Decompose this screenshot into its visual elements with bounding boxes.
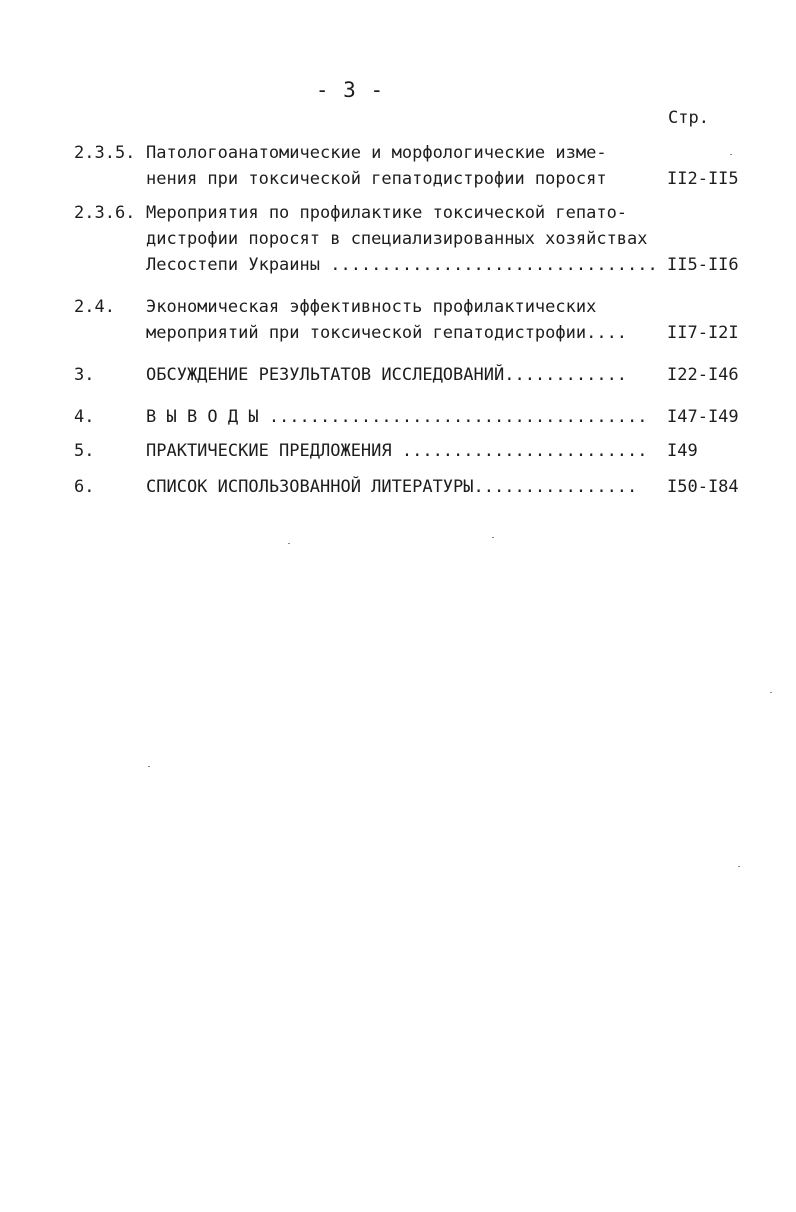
toc-entry-pages: I50-I84 [667, 477, 739, 497]
scan-speck [288, 543, 290, 544]
toc-entry-title-line: нения при токсической гепатодистрофии поросят [146, 169, 607, 189]
toc-entry-pages: I47-I49 [667, 407, 739, 427]
pages-column-header: Стр. [668, 108, 709, 128]
toc-entry [0, 474, 796, 500]
toc-entry [0, 362, 796, 388]
scan-speck [730, 154, 732, 155]
toc-entry [0, 140, 796, 192]
toc-entry-number: 2.3.6. [74, 203, 136, 223]
page-number: - 3 - [315, 78, 385, 102]
scan-speck [738, 866, 740, 867]
toc-entry-number: 2.4. [74, 297, 115, 317]
toc-entry-number: 5. [74, 441, 95, 461]
toc-entry-pages: I49 [667, 441, 698, 461]
toc-entry-pages: II2-II5 [667, 169, 739, 189]
toc-entry [0, 200, 796, 278]
toc-entry-title [146, 474, 661, 500]
toc-entry-title [146, 294, 661, 346]
toc-entry-number: 3. [74, 365, 95, 385]
scan-speck [148, 766, 150, 767]
toc-entry [0, 438, 796, 464]
toc-entry-title [146, 140, 661, 192]
toc-entry-pages: I22-I46 [667, 365, 739, 385]
toc-entry-title-line: ОБСУЖДЕНИЕ РЕЗУЛЬТАТОВ ИССЛЕДОВАНИЙ............ [146, 365, 628, 385]
toc-entry-number: 4. [74, 407, 95, 427]
toc-entry-title-line: Мероприятия по профилактике токсической гепато- [146, 203, 628, 223]
scan-speck [770, 692, 772, 693]
toc-entry-title-line: ПРАКТИЧЕСКИЕ ПРЕДЛОЖЕНИЯ ........................ [146, 441, 648, 461]
toc-entry-number: 2.3.5. [74, 143, 136, 163]
toc-entry-title [146, 404, 661, 430]
toc-entry-title-line: СПИСОК ИСПОЛЬЗОВАННОЙ ЛИТЕРАТУРЫ................ [146, 477, 638, 497]
toc-entry-title-line: Экономическая эффективность профилактических [146, 297, 597, 317]
toc-entry-title [146, 200, 661, 278]
toc-entry-pages: II5-II6 [667, 255, 739, 275]
toc-entry-title-line: Лесостепи Украины ................................ [146, 255, 658, 275]
toc-entry [0, 294, 796, 346]
toc-entry-title-line: мероприятий при токсической гепатодистрофии.... [146, 323, 628, 343]
toc-entry-number: 6. [74, 477, 95, 497]
scan-speck [492, 537, 494, 538]
toc-entry-title-line: дистрофии поросят в специализированных хозяйствах [146, 229, 648, 249]
toc-entry [0, 404, 796, 430]
toc-entry-title-line: В Ы В О Д Ы ..................................... [146, 407, 648, 427]
toc-entry-title [146, 438, 661, 464]
toc-entry-title-line: Патологоанатомические и морфологические изме- [146, 143, 607, 163]
toc-entry-pages: II7-I2I [667, 323, 739, 343]
toc-entry-title [146, 362, 661, 388]
